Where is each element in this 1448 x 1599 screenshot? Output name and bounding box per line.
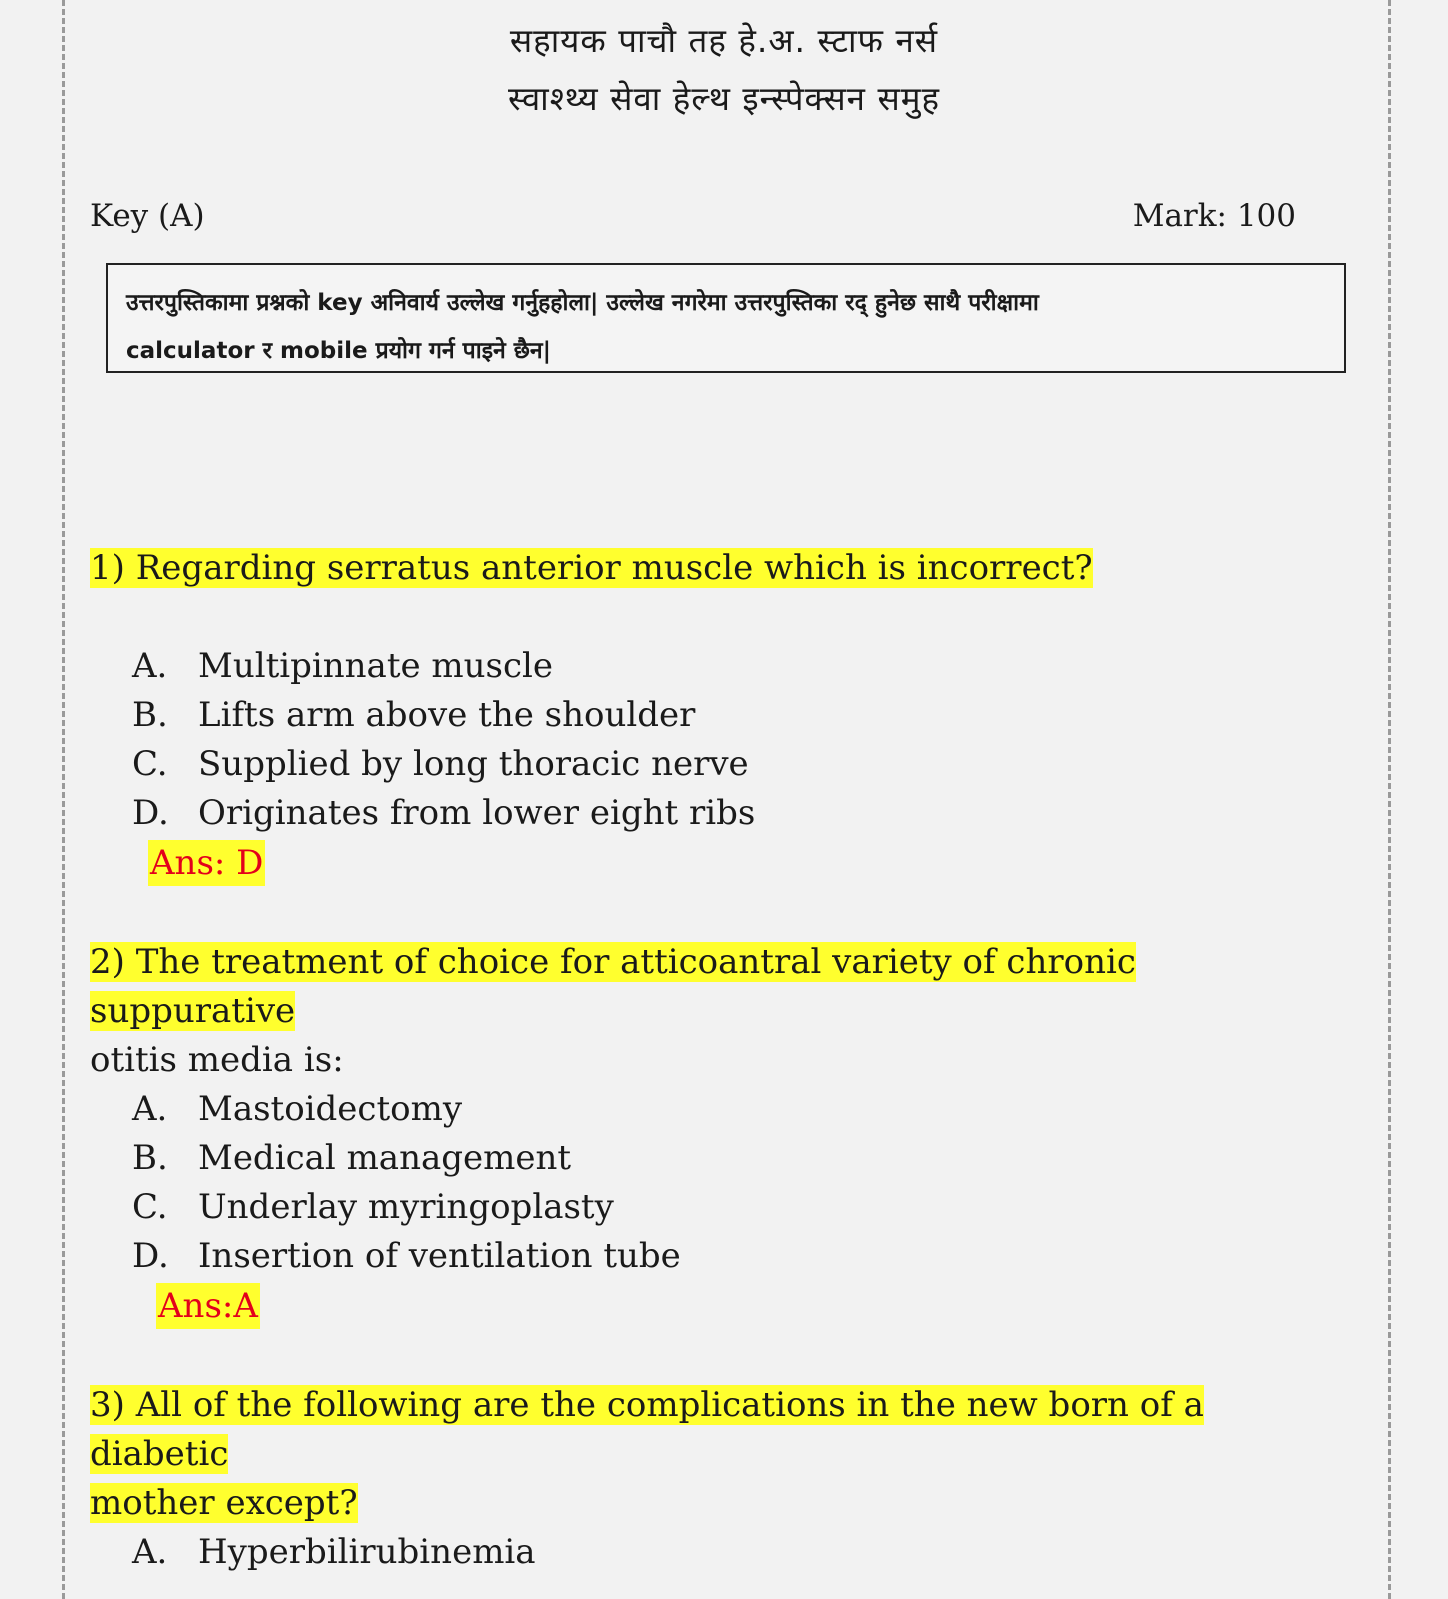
q1-option-b: B. Lifts arm above the shoulder bbox=[132, 695, 696, 735]
instruction-line-1: उत्तरपुस्तिकामा प्रश्नको key अनिवार्य उल्लेख गर्नुहहोला| उल्लेख नगरेमा उत्तरपुस्तिका रद् हुनेछ साथै परीक्षामा bbox=[126, 290, 1039, 316]
q1-option-d: D. Originates from lower eight ribs bbox=[132, 793, 756, 833]
question-3-line-1: 3) All of the following are the complications in the new born of a diabetic bbox=[90, 1385, 1204, 1474]
exam-title: सहायक पाचौ तह हे.अ. स्टाफ नर्स bbox=[509, 21, 939, 60]
question-1-text: 1) Regarding serratus anterior muscle which is incorrect? bbox=[90, 548, 1093, 588]
question-3-line-2: mother except? bbox=[90, 1483, 358, 1523]
page-border-left bbox=[62, 0, 65, 1599]
q1-option-c: C. Supplied by long thoracic nerve bbox=[132, 744, 749, 784]
question-2-text-highlighted: 2) The treatment of choice for atticoantral variety of chronic suppurative bbox=[90, 942, 1136, 1031]
total-marks: Mark: 100 bbox=[1132, 198, 1296, 234]
q3-option-a: A. Hyperbilirubinemia bbox=[132, 1532, 536, 1572]
page-border-right bbox=[1388, 0, 1391, 1599]
q2-option-b: B. Medical management bbox=[132, 1138, 572, 1178]
question-2 bbox=[90, 938, 1310, 1085]
question-3 bbox=[90, 1381, 1310, 1528]
question-2-text-rest: otitis media is: bbox=[90, 1040, 344, 1080]
q1-option-a: A. Multipinnate muscle bbox=[132, 646, 554, 686]
q2-option-a: A. Mastoidectomy bbox=[132, 1089, 463, 1129]
question-1 bbox=[90, 544, 1310, 593]
instruction-line-2: calculator र mobile प्रयोग गर्न पाइने छैन| bbox=[126, 338, 552, 364]
q2-option-c: C. Underlay myringoplasty bbox=[132, 1187, 614, 1227]
q2-answer: Ans:A bbox=[156, 1283, 260, 1329]
exam-header bbox=[0, 12, 1448, 128]
exam-subtitle: स्वाश्थ्य सेवा हेल्थ इन्स्पेक्सन समुह bbox=[507, 79, 941, 118]
instruction-box bbox=[106, 263, 1346, 373]
answer-key-label: Key (A) bbox=[90, 198, 205, 234]
q1-answer: Ans: D bbox=[148, 840, 265, 886]
q2-option-d: D. Insertion of ventilation tube bbox=[132, 1236, 681, 1276]
